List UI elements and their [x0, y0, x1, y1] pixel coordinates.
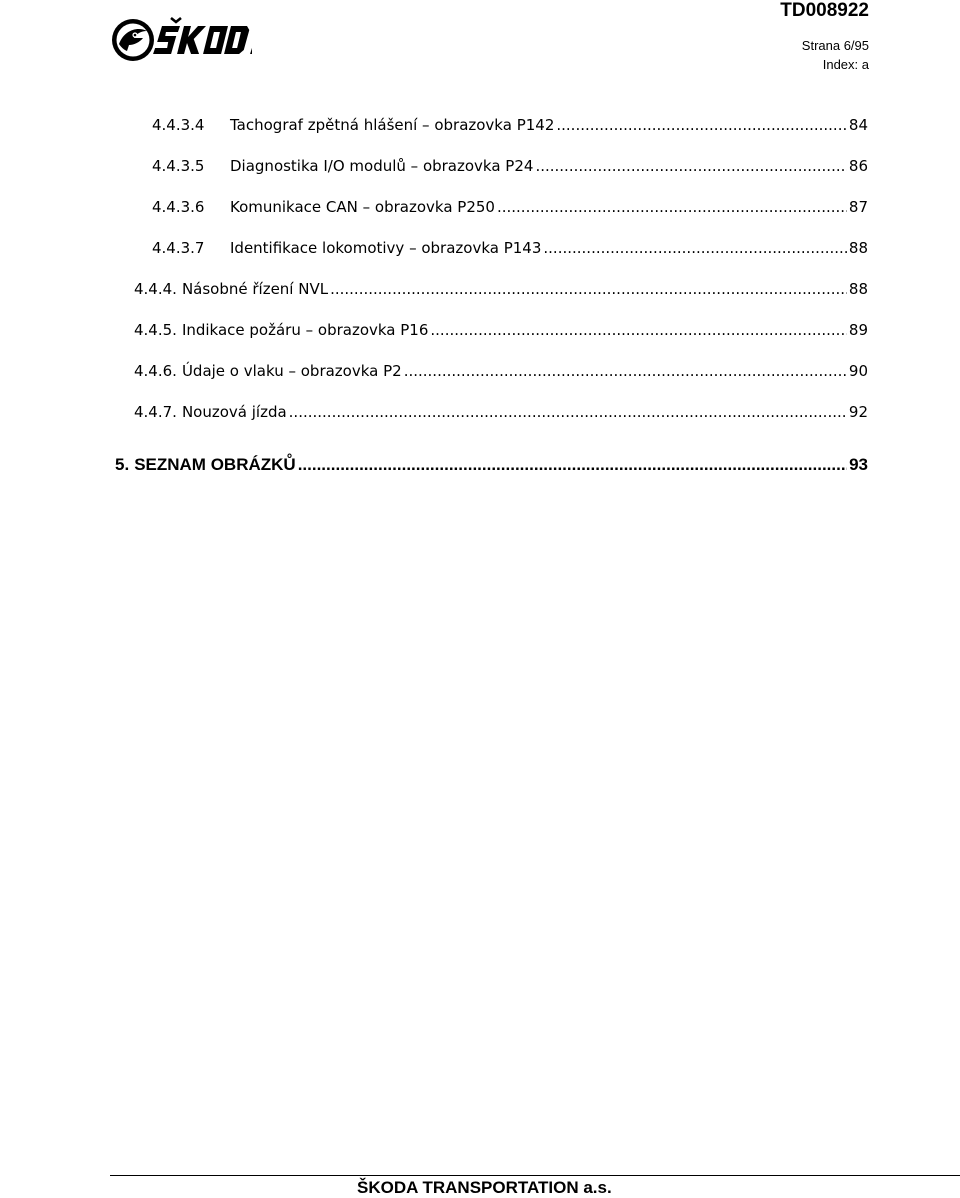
toc-number: 4.4.4.	[134, 280, 177, 298]
toc-leader	[298, 455, 847, 475]
toc-title: Nouzová jízda	[181, 403, 287, 421]
toc-page-number: 88	[848, 239, 868, 257]
toc-number: 4.4.3.7	[152, 239, 205, 257]
toc-number: 4.4.5.	[134, 321, 177, 339]
toc-leader	[430, 321, 847, 339]
toc-page-number: 86	[848, 157, 868, 175]
toc-page-number: 90	[848, 362, 868, 380]
toc-leader	[289, 403, 847, 421]
document-id: TD008922	[780, 0, 869, 21]
toc-page-number: 88	[848, 280, 868, 298]
toc-entry[interactable]	[134, 362, 868, 380]
toc-leader	[497, 198, 847, 216]
toc-number: 4.4.6.	[134, 362, 177, 380]
toc-entry[interactable]	[152, 157, 868, 175]
toc-page-number: 92	[848, 403, 868, 421]
toc-title: Násobné řízení NVL	[181, 280, 329, 298]
toc-number: 4.4.3.6	[152, 198, 205, 216]
toc-entry[interactable]	[152, 239, 868, 257]
toc-entry[interactable]	[152, 198, 868, 216]
toc-title: Komunikace CAN – obrazovka P250	[230, 198, 495, 216]
toc-entry[interactable]	[134, 321, 868, 339]
toc-title: Údaje o vlaku – obrazovka P2	[181, 362, 402, 380]
toc-entry[interactable]	[115, 455, 868, 475]
toc-title: Identifikace lokomotivy – obrazovka P143	[230, 239, 542, 257]
toc-page-number: 93	[849, 455, 868, 474]
toc-leader	[543, 239, 847, 257]
toc-page-number: 87	[848, 198, 868, 216]
toc-page-number: 84	[848, 116, 868, 134]
toc-title: Indikace požáru – obrazovka P16	[181, 321, 429, 339]
toc-page-number: 89	[848, 321, 868, 339]
toc-title: Tachograf zpětná hlášení – obrazovka P142	[230, 116, 555, 134]
toc-number: 4.4.3.5	[152, 157, 205, 175]
index-label: Index: a	[822, 57, 869, 72]
toc-entry[interactable]	[152, 116, 868, 134]
footer-company: ŠKODA TRANSPORTATION a.s.	[357, 1178, 612, 1197]
toc-title: SEZNAM OBRÁZKŮ	[134, 455, 296, 474]
toc-title: Diagnostika I/O modulů – obrazovka P24	[230, 157, 534, 175]
toc-leader	[404, 362, 847, 380]
toc-leader	[330, 280, 847, 298]
footer-divider	[110, 1175, 960, 1176]
page-number: Strana 6/95	[801, 38, 869, 53]
toc-number: 4.4.3.4	[152, 116, 205, 134]
skoda-logo	[110, 16, 252, 64]
toc-number: 5.	[115, 455, 130, 474]
toc-leader	[556, 116, 847, 134]
toc-number: 4.4.7.	[134, 403, 177, 421]
toc-entry[interactable]	[134, 280, 868, 298]
toc-leader	[535, 157, 846, 175]
toc-entry[interactable]	[134, 403, 868, 421]
